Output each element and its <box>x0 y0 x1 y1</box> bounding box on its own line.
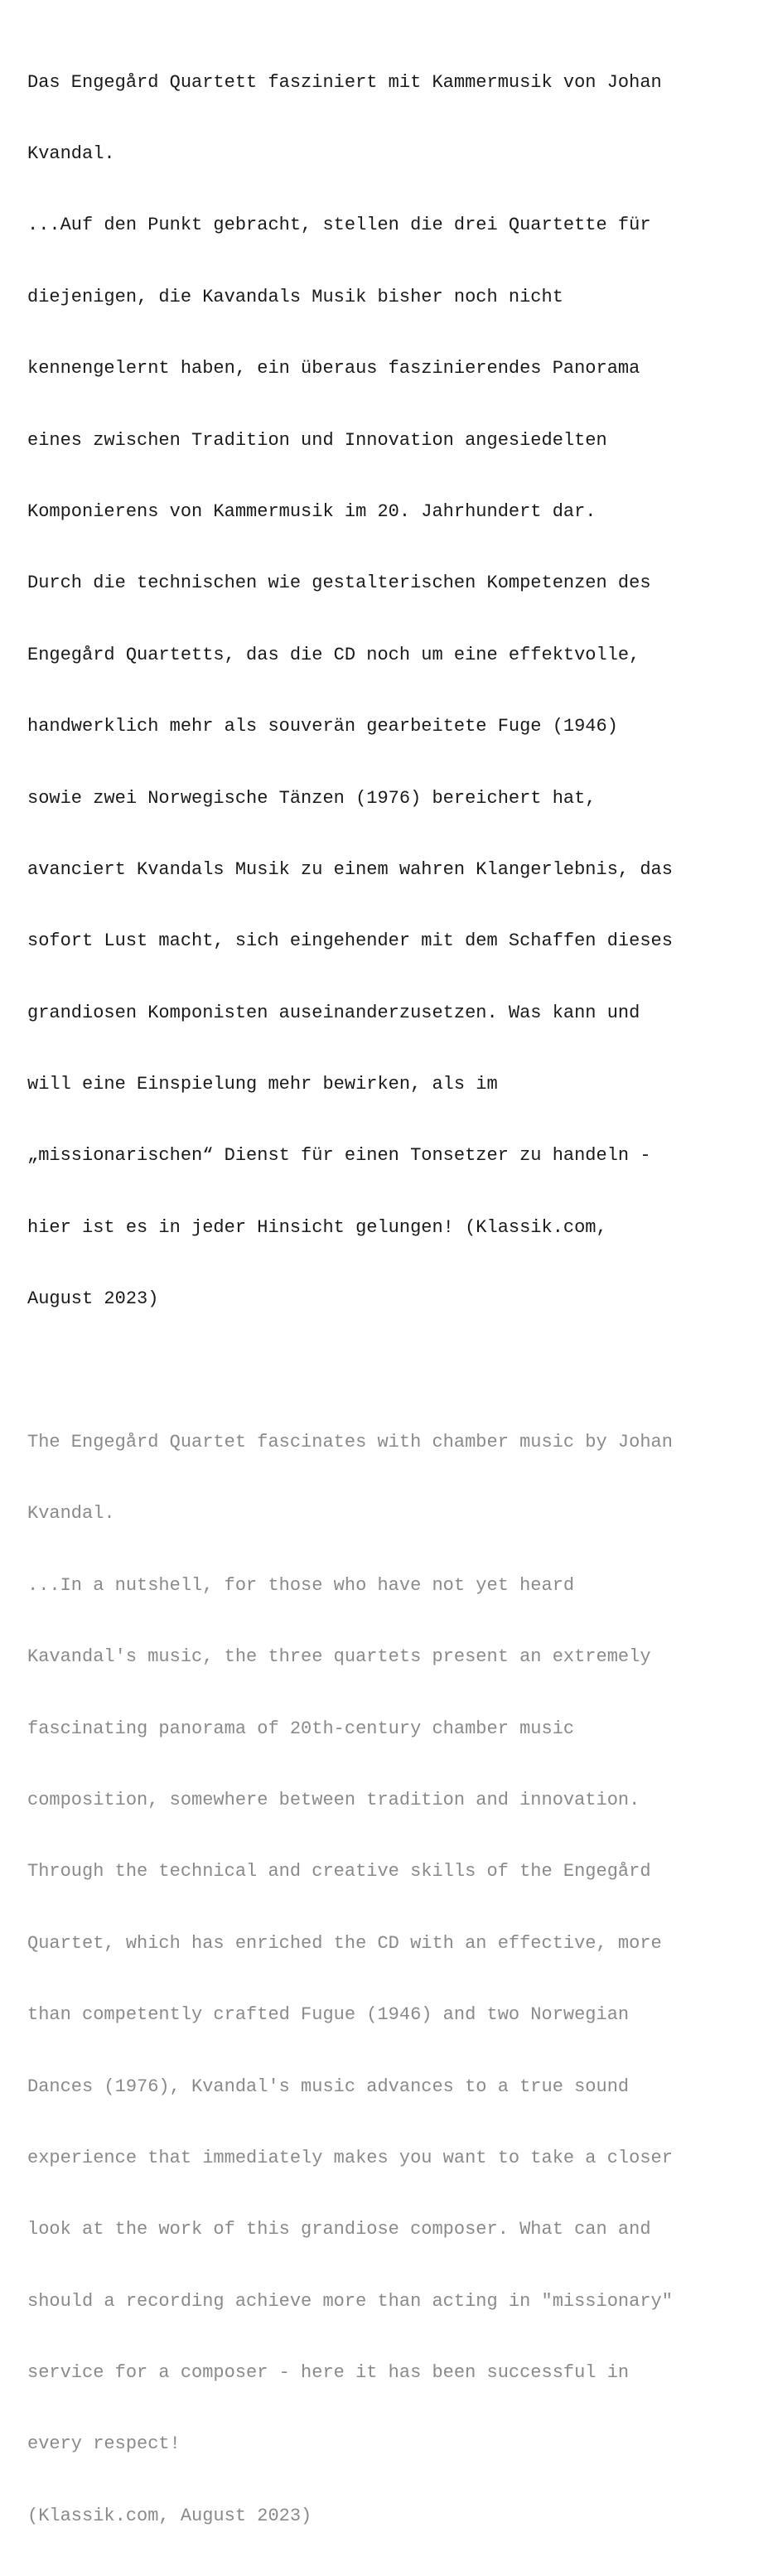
text-line: Engegård Quartetts, das die CD noch um eine effektvolle, <box>27 644 640 665</box>
text-line: Durch die technischen wie gestalterischen Kompetenzen des <box>27 573 651 594</box>
review-document <box>27 23 748 2576</box>
text-line: handwerklich mehr als souverän gearbeitete Fuge (1946) <box>27 716 618 737</box>
text-line: avanciert Kvandals Musik zu einem wahren Klangerlebnis, das <box>27 858 673 880</box>
text-line: The Engegård Quartet fascinates with chamber music by Johan <box>27 1432 673 1453</box>
text-line: sofort Lust macht, sich eingehender mit dem Schaffen dieses <box>27 930 673 952</box>
text-line: hier ist es in jeder Hinsicht gelungen! (Klassik.com, <box>27 1216 607 1238</box>
text-line: will eine Einspielung mehr bewirken, als im <box>27 1074 498 1095</box>
text-line: (Klassik.com, August 2023) <box>27 2505 312 2526</box>
text-line: Das Engegård Quartett fasziniert mit Kammermusik von Johan <box>27 71 662 93</box>
text-line: grandiosen Komponisten auseinanderzusetzen. Was kann und <box>27 1002 640 1023</box>
text-line: experience that immediately makes you want to take a closer <box>27 2147 673 2168</box>
text-line: composition, somewhere between tradition and innovation. <box>27 1789 640 1810</box>
text-line: ...Auf den Punkt gebracht, stellen die drei Quartette für <box>27 215 651 236</box>
german-review <box>27 23 748 1360</box>
text-line: Kavandal's music, the three quartets present an extremely <box>27 1646 651 1668</box>
text-line: service for a composer - here it has been successful in <box>27 2362 630 2384</box>
text-line: fascinating panorama of 20th-century chamber music <box>27 1718 575 1739</box>
text-line: diejenigen, die Kavandals Musik bisher noch nicht <box>27 286 563 307</box>
text-line: Komponierens von Kammermusik im 20. Jahrhundert dar. <box>27 500 597 522</box>
text-line: Dances (1976), Kvandal's music advances to a true sound <box>27 2076 630 2097</box>
text-line: ...In a nutshell, for those who have not yet heard <box>27 1574 575 1596</box>
text-line: August 2023) <box>27 1288 159 1310</box>
text-line: every respect! <box>27 2433 181 2455</box>
text-line: kennengelernt haben, ein überaus faszinierendes Panorama <box>27 358 640 379</box>
text-line: Quartet, which has enriched the CD with an effective, more <box>27 1932 662 1954</box>
english-review <box>27 1383 748 2576</box>
text-line: „missionarischen“ Dienst für einen Tonsetzer zu handeln - <box>27 1145 651 1167</box>
text-line: Through the technical and creative skills of the Engegård <box>27 1861 651 1882</box>
text-line: Kvandal. <box>27 1503 115 1525</box>
text-line: sowie zwei Norwegische Tänzen (1976) bereichert hat, <box>27 787 597 809</box>
text-line: than competently crafted Fugue (1946) and two Norwegian <box>27 2004 630 2026</box>
text-line: look at the work of this grandiose composer. What can and <box>27 2219 651 2240</box>
text-line: eines zwischen Tradition und Innovation angesiedelten <box>27 429 607 451</box>
text-line: Kvandal. <box>27 143 115 164</box>
text-line: should a recording achieve more than acting in "missionary" <box>27 2290 673 2312</box>
